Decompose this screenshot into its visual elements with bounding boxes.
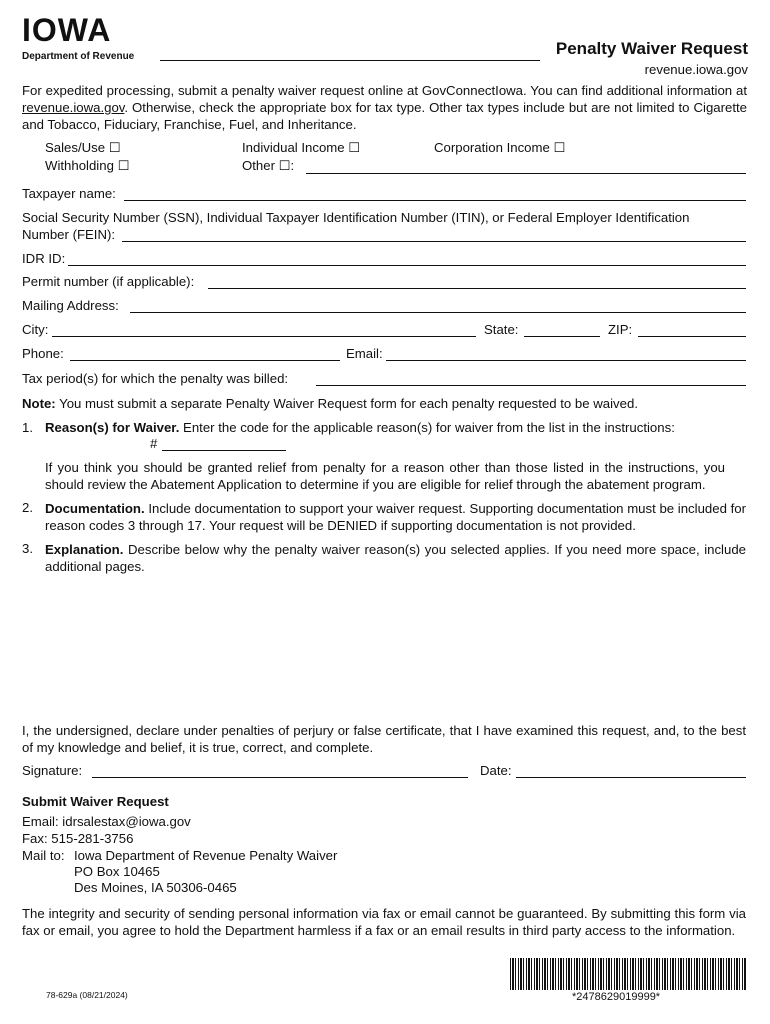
department-name: Department of Revenue (22, 51, 135, 62)
submit-fax: Fax: 515-281-3756 (22, 831, 134, 846)
state-field[interactable] (524, 336, 600, 337)
barcode (510, 958, 746, 990)
note-line: Note: You must submit a separate Penalty Waiver Request form for each penalty requested to be waived. (22, 396, 638, 411)
submit-email: Email: idrsalestax@iowa.gov (22, 814, 191, 829)
form-number: 78-629a (08/21/2024) (46, 990, 128, 1000)
ssn-field[interactable] (122, 241, 746, 242)
mail-address-line1: Iowa Department of Revenue Penalty Waiver (74, 848, 338, 863)
header-rule (160, 60, 540, 61)
checkbox-individual-income[interactable]: Individual Income ☐ (242, 140, 361, 155)
iowa-logo: IOWA (22, 12, 112, 48)
revenue-link[interactable]: revenue.iowa.gov (22, 100, 125, 115)
item-3-number: 3. (22, 541, 33, 556)
city-field[interactable] (52, 336, 476, 337)
documentation-paragraph: Documentation. Include documentation to support your waiver request. Supporting documentation must be included for reason codes 3 through 17. Your request will be DENIED if supporting documentation is not provided. (45, 501, 746, 533)
page-title: Penalty Waiver Request (555, 39, 748, 58)
submit-heading: Submit Waiver Request (22, 794, 169, 809)
explanation-area[interactable] (45, 580, 746, 710)
checkbox-other[interactable]: Other ☐: (242, 158, 295, 173)
reason-other-paragraph: If you think you should be granted relief from penalty for a reason other than those listed in the instructions, you should review the Abatement Application to determine if you are eligible for relief through the abatement program. (45, 460, 725, 492)
email-label: Email: (346, 346, 383, 361)
state-label: State: (484, 322, 519, 337)
intro-paragraph: For expedited processing, submit a penalty waiver request online at GovConnectIowa. You can find additional information at revenue.iowa.gov. Otherwise, check the appropriate box for tax type. Other tax types include but are not limited to Cigarette and Tobacco, Fiduciary, Franchise, Fuel, and Inheritance. (22, 83, 747, 132)
taxpayer-name-label: Taxpayer name: (22, 186, 116, 201)
declaration-paragraph: I, the undersigned, declare under penalties of perjury or false certificate, that I have examined this request, and, to the best of my knowledge and belief, it is true, correct, and complete. (22, 723, 746, 755)
phone-label: Phone: (22, 346, 64, 361)
ssn-label-line2: Number (FEIN): (22, 227, 116, 242)
zip-field[interactable] (638, 336, 746, 337)
item-1-number: 1. (22, 420, 33, 435)
tax-period-field[interactable] (316, 385, 746, 386)
checkbox-withholding[interactable]: Withholding ☐ (45, 158, 130, 173)
permit-field[interactable] (208, 288, 746, 289)
barcode-number: *2478629019999* (572, 991, 661, 1003)
reason-code-hash: # (150, 436, 158, 451)
date-field[interactable] (516, 777, 746, 778)
mailing-address-field[interactable] (130, 312, 746, 313)
email-field[interactable] (386, 360, 746, 361)
mailing-address-label: Mailing Address: (22, 298, 119, 313)
reason-code-field[interactable] (162, 450, 286, 451)
signature-field[interactable] (92, 777, 468, 778)
signature-label: Signature: (22, 763, 83, 778)
reason-for-waiver: Reason(s) for Waiver. Enter the code for the applicable reason(s) for waiver from the list in the instructions: (45, 420, 675, 435)
permit-label: Permit number (if applicable): (22, 274, 195, 289)
tax-period-label: Tax period(s) for which the penalty was billed: (22, 371, 289, 386)
website-text: revenue.iowa.gov (644, 62, 748, 77)
mail-address-line3: Des Moines, IA 50306-0465 (74, 880, 237, 895)
idr-id-field[interactable] (68, 265, 746, 266)
phone-field[interactable] (70, 360, 340, 361)
checkbox-sales-use[interactable]: Sales/Use ☐ (45, 140, 121, 155)
disclaimer-paragraph: The integrity and security of sending personal information via fax or email cannot be guaranteed. By submitting this form via fax or email, you agree to hold the Department harmless if a fax or an email results in third party access to the information. (22, 906, 746, 938)
taxpayer-name-field[interactable] (124, 200, 746, 201)
zip-label: ZIP: (608, 322, 633, 337)
date-label: Date: (480, 763, 512, 778)
explanation-paragraph: Explanation. Describe below why the penalty waiver reason(s) you selected applies. If you need more space, include additional pages. (45, 542, 746, 574)
ssn-label-line1: Social Security Number (SSN), Individual Taxpayer Identification Number (ITIN), or Federal Employer Identification (22, 210, 690, 225)
idr-id-label: IDR ID: (22, 251, 66, 266)
item-2-number: 2. (22, 500, 33, 515)
other-field[interactable] (306, 173, 746, 174)
mail-to-label: Mail to: (22, 848, 65, 863)
city-label: City: (22, 322, 49, 337)
mail-address-line2: PO Box 10465 (74, 864, 160, 879)
checkbox-corporation-income[interactable]: Corporation Income ☐ (434, 140, 566, 155)
